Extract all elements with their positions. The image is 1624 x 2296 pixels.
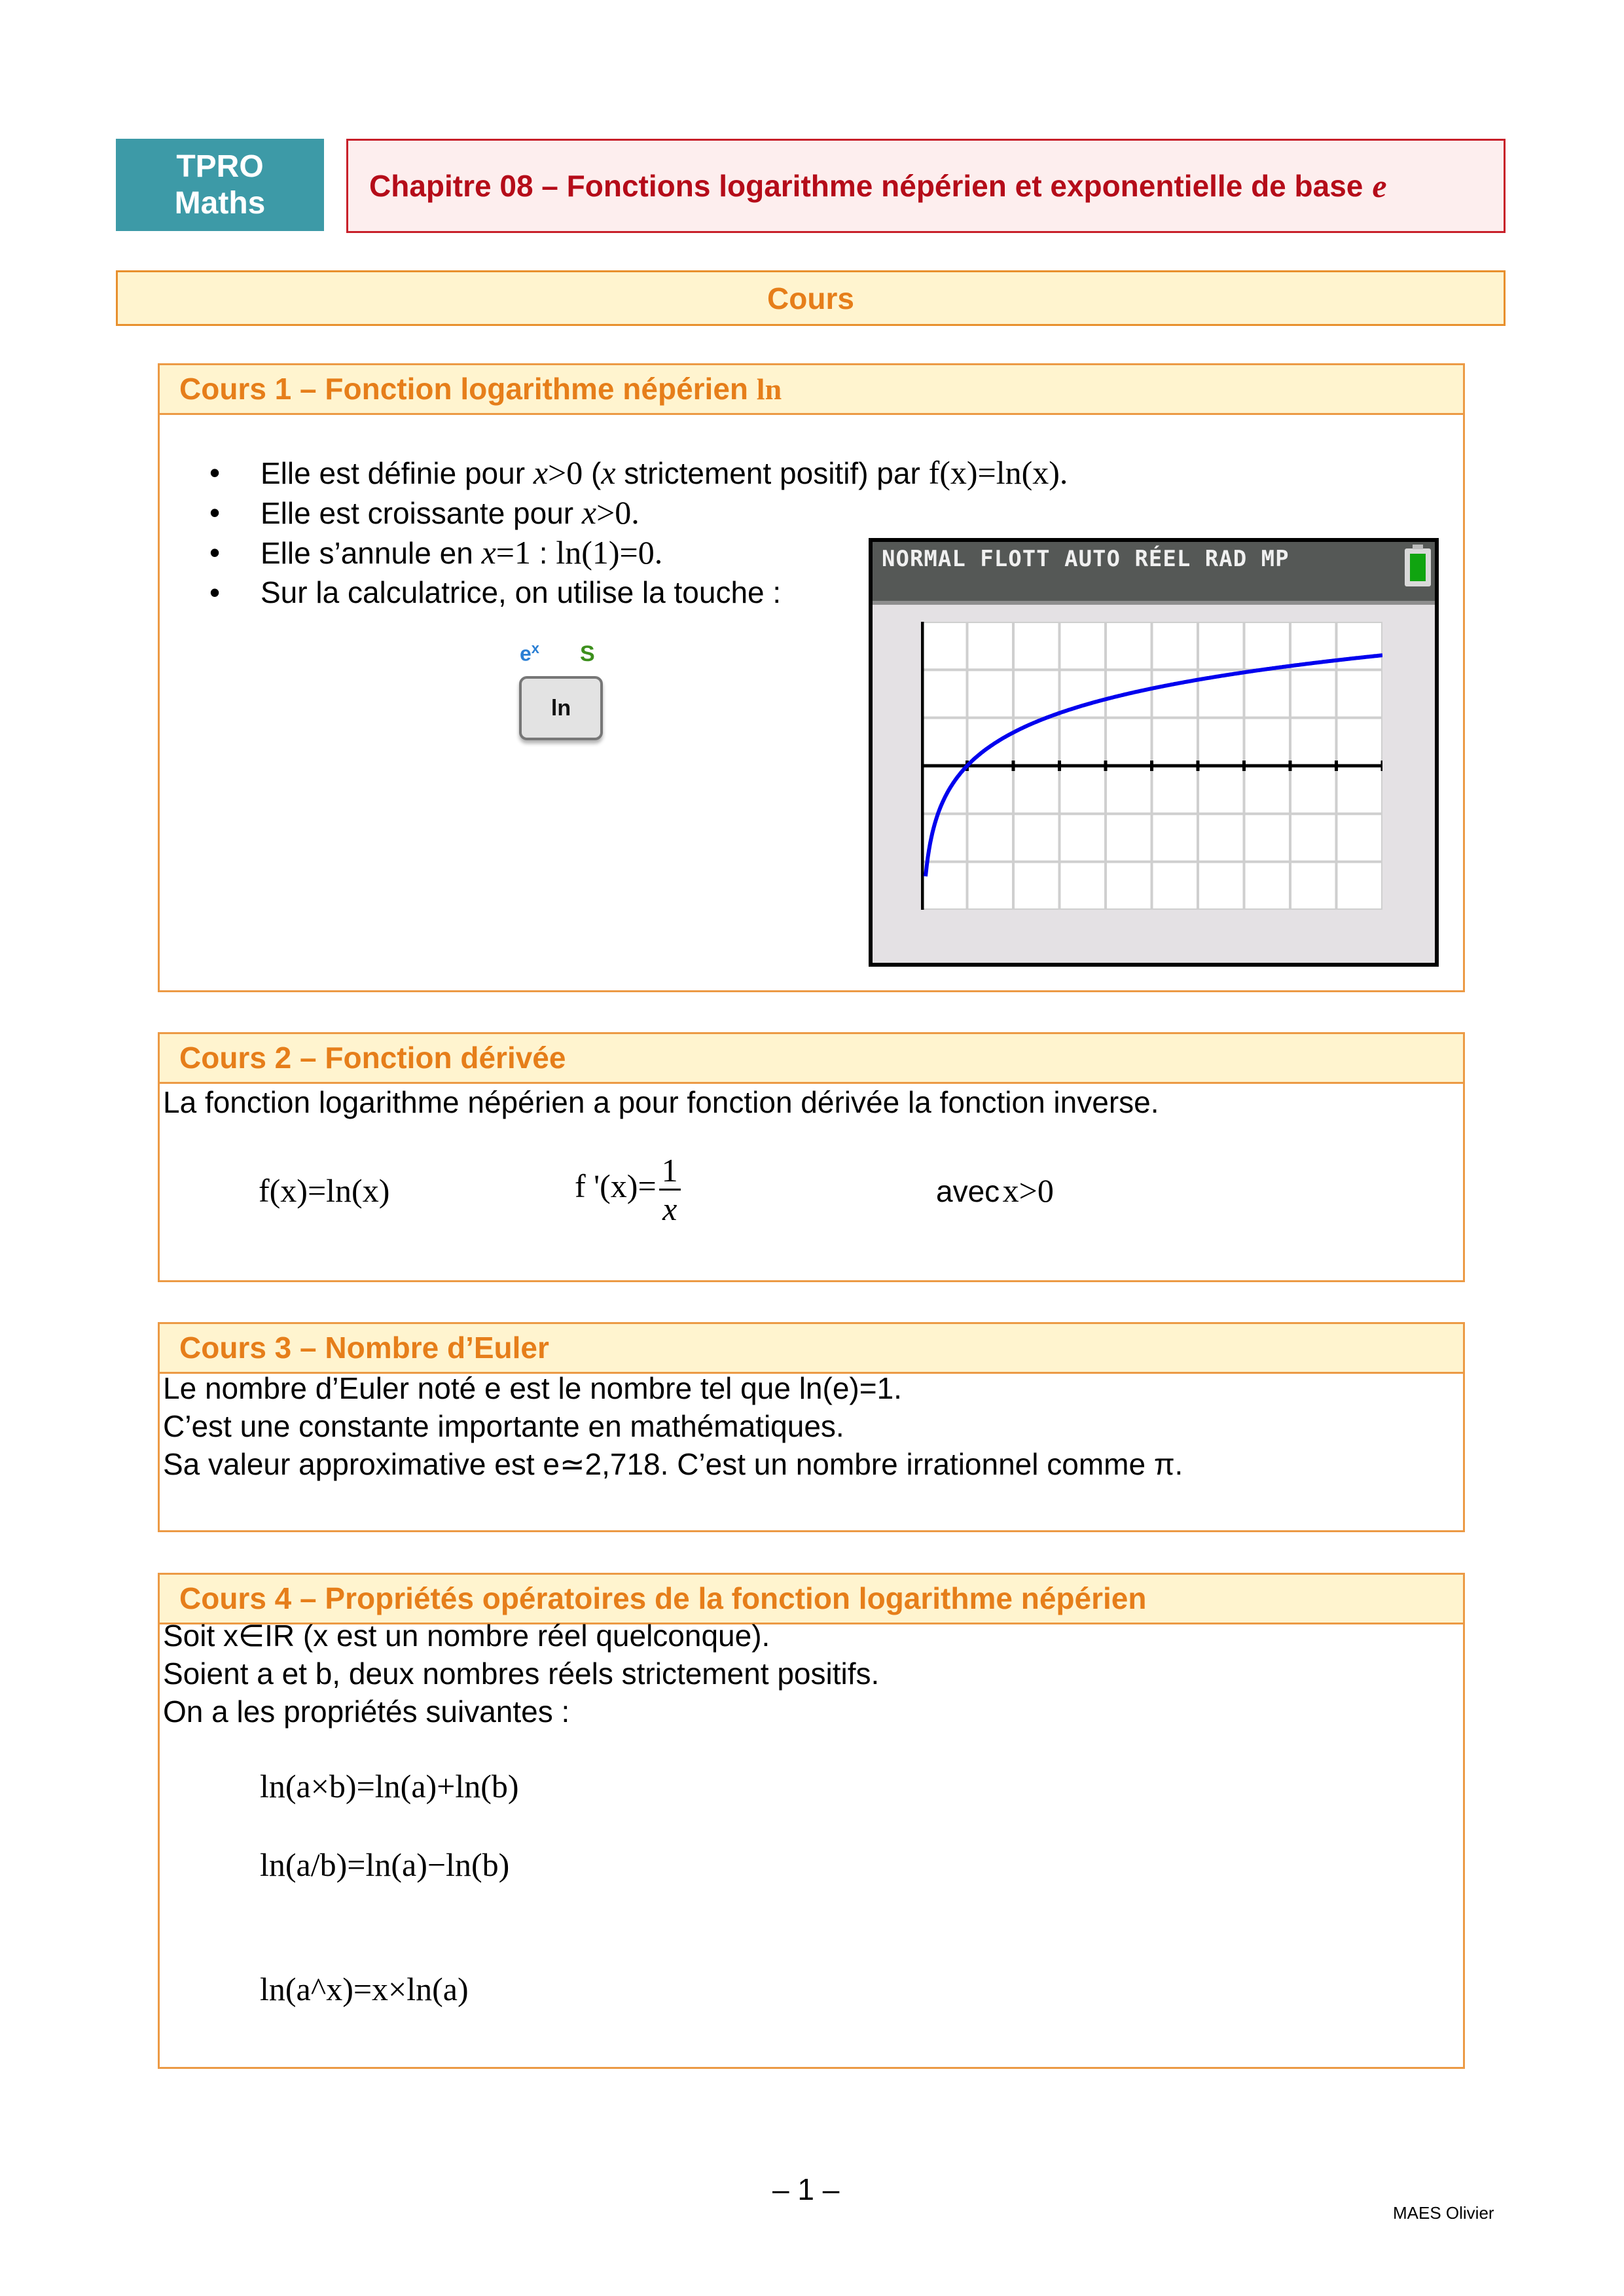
cours-1-title: Cours 1 – Fonction logarithme népérien xyxy=(179,372,749,406)
text-line: On a les propriétés suivantes : xyxy=(163,1695,570,1729)
cours-3-title: Cours 3 – Nombre d’Euler xyxy=(179,1331,549,1365)
author: MAES Olivier xyxy=(1393,2203,1494,2223)
ln-graph xyxy=(921,622,1382,910)
badge-line-1: TPRO xyxy=(176,149,264,184)
text-line: Soit x∈IR (x est un nombre réel quelconque). xyxy=(163,1619,770,1653)
calculator-screen xyxy=(869,538,1439,967)
calculator-status-text: NORMAL FLOTT AUTO RÉEL RAD MP xyxy=(882,546,1290,572)
calculator-ln-key-illustration xyxy=(517,640,602,738)
alpha-label: S xyxy=(580,641,595,666)
cours-3-header xyxy=(160,1324,1463,1374)
badge-line-2: Maths xyxy=(174,185,266,221)
domain-condition: avec x>0 xyxy=(936,1172,1054,1209)
cours-1-title-math: ln xyxy=(756,372,782,406)
second-function-label: $e^x$ xyxy=(520,640,540,666)
chapter-title-box xyxy=(346,139,1506,233)
function-expression: f(x)=ln(x) xyxy=(259,1172,390,1209)
cours-4-title: Cours 4 – Propriétés opératoires de la fonction logarithme népérien xyxy=(179,1581,1147,1615)
property-quotient: ln(a/b)=ln(a)−ln(b) xyxy=(260,1846,510,1883)
cours-2-title: Cours 2 – Fonction dérivée xyxy=(179,1041,566,1075)
section-banner xyxy=(116,270,1506,326)
course-badge xyxy=(116,139,324,231)
text-line: C’est une constante importante en mathématiques. xyxy=(163,1409,844,1443)
text-line: Sa valeur approximative est e≃2,718. C’est un nombre irrationnel comme π. xyxy=(163,1447,1183,1481)
section-banner-label: Cours xyxy=(767,281,854,315)
chapter-title-var: e xyxy=(1372,168,1387,204)
ln-key-button: ln xyxy=(519,676,603,740)
derivative-expression: f '(x)= $\frac{1}{x}$ xyxy=(575,1152,681,1227)
list-item: • Elle est croissante pour x>0. xyxy=(209,493,1068,533)
text-line: Le nombre d’Euler noté e est le nombre tel que ln(e)=1. xyxy=(163,1371,902,1405)
battery-full-icon xyxy=(1405,548,1431,586)
property-power: ln(a^x)=x×ln(a) xyxy=(260,1971,469,2007)
cours-2-header xyxy=(160,1034,1463,1084)
list-item: • Elle est définie pour x>0 (x strictement positif) par f(x)=ln(x). xyxy=(209,453,1068,493)
cours-4-text xyxy=(163,1617,879,1731)
page-number: – 1 – xyxy=(772,2172,840,2206)
chapter-title: Chapitre 08 – Fonctions logarithme népérien et exponentielle de base xyxy=(369,169,1363,203)
list-item: • Elle s’annule en x=1 : ln(1)=0. xyxy=(209,533,1068,573)
cours-2-box xyxy=(158,1032,1465,1282)
calculator-status-bar xyxy=(873,542,1435,605)
cours-1-header xyxy=(160,365,1463,415)
text-line: Soient a et b, deux nombres réels strictement positifs. xyxy=(163,1657,880,1691)
cours-3-text xyxy=(163,1369,1183,1483)
cours-2-text: La fonction logarithme népérien a pour fonction dérivée la fonction inverse. xyxy=(163,1085,1159,1119)
list-item: • Sur la calculatrice, on utilise la touche : xyxy=(209,573,1068,612)
property-product: ln(a×b)=ln(a)+ln(b) xyxy=(260,1768,519,1804)
